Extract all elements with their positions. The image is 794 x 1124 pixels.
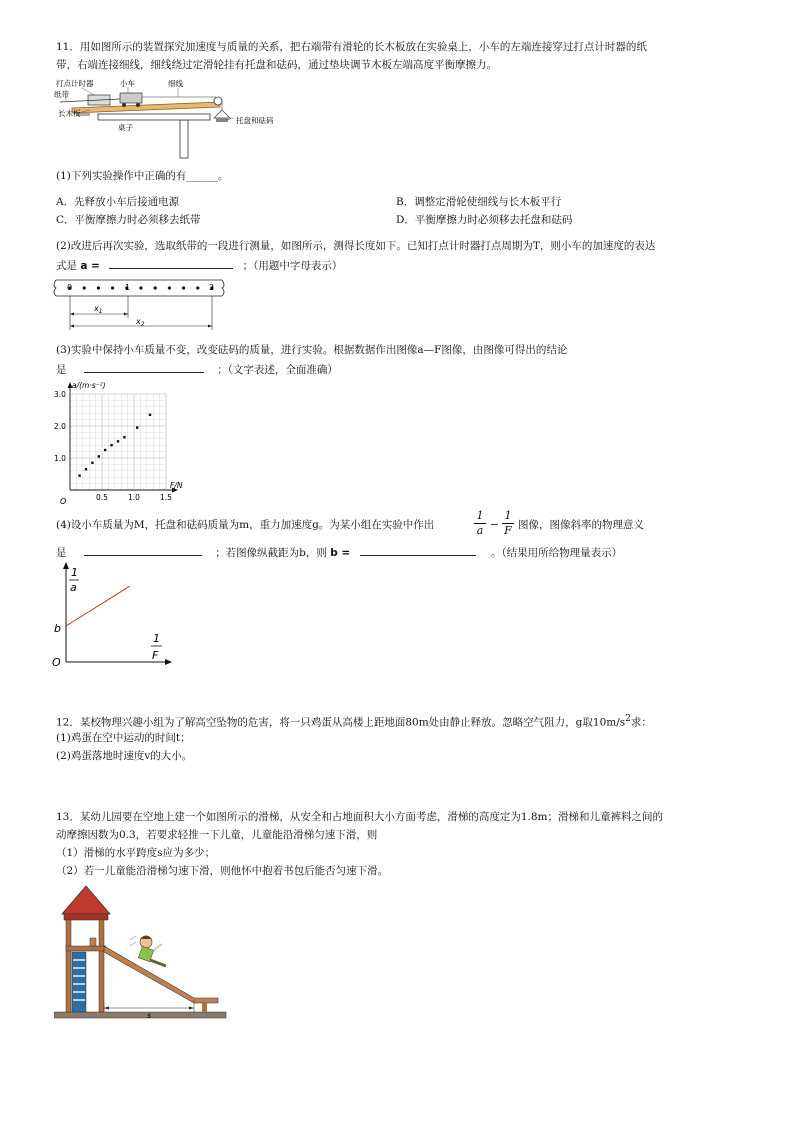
- inv-origin-label: O: [52, 656, 61, 669]
- label-cart: 小车: [120, 79, 135, 88]
- q11-part4-var: b =: [330, 547, 351, 559]
- tape-dot: [139, 286, 142, 289]
- tape-diagram: [52, 278, 232, 330]
- inv-x-den: F: [152, 649, 159, 662]
- q11-part2-prefix: 式是: [56, 260, 77, 272]
- af-data-point: [104, 449, 106, 451]
- q12-exponent: 2: [625, 714, 631, 724]
- label-tape: 纸带: [54, 90, 69, 99]
- af-x-axis-label: F/N: [170, 481, 183, 490]
- q13-line1: 13．某幼儿园要在空地上建一个如图所示的滑梯，从安全和占地面积大小方面考虑，滑梯的高度定为1.8m；滑梯和儿童裤料之间的: [56, 811, 664, 823]
- q12-sub1: (1)鸡蛋在空中运动的时间t；: [56, 732, 191, 744]
- af-x-tick-label: 1.0: [128, 493, 140, 502]
- label-table: 桌子: [118, 123, 133, 132]
- af-data-point: [149, 414, 151, 416]
- inv-intercept-label: b: [54, 622, 61, 635]
- tape-dot: [97, 286, 100, 289]
- apparatus-diagram: [54, 78, 284, 162]
- af-data-point: [85, 468, 87, 470]
- q11-part3-prefix: 是: [56, 364, 67, 376]
- answer-blank-acceleration[interactable]: [109, 257, 233, 269]
- af-y-tick-label: 3.0: [54, 390, 66, 399]
- frac-one-over-f: 1 F: [502, 510, 514, 537]
- tape-dot: [168, 286, 171, 289]
- af-data-point: [136, 426, 138, 428]
- tape-label-2: 2: [209, 283, 215, 292]
- q11-intro-line2: 带，右端连接细线，细线绕过定滑轮挂有托盘和砝码，通过垫块调节木板左端高度平衡摩擦力。: [56, 59, 497, 71]
- q11-part4-line2: [56, 544, 622, 560]
- q13-sub2: （2）若一儿童能沿滑梯匀速下滑，则他怀中抱着书包后能否匀速下滑。: [56, 865, 389, 877]
- answer-blank-conclusion[interactable]: [84, 361, 204, 373]
- tape-dot: [111, 286, 114, 289]
- q12-line1: [56, 712, 652, 730]
- af-data-point: [123, 436, 125, 438]
- tape-label-0: 0: [67, 283, 73, 292]
- option-c[interactable]: C．平衡摩擦力时必须移去纸带: [56, 214, 201, 226]
- af-y-tick-label: 2.0: [54, 422, 66, 431]
- af-chart: [54, 380, 184, 510]
- option-a[interactable]: A．先释放小车后接通电源: [56, 196, 180, 208]
- q11-part4-prefix: 是: [56, 547, 67, 559]
- tape-dot: [154, 286, 157, 289]
- label-timer: 打点计时器: [56, 79, 94, 88]
- af-data-point: [78, 474, 80, 476]
- q11-part3-line1: (3)实验中保持小车质量不变，改变砝码的质量，进行实验。根据数据作出图像a—F图像，由图像可得出的结论: [56, 344, 568, 356]
- q11-part1-stem: (1)下列实验操作中正确的有______。: [56, 170, 229, 182]
- q11-part2-line2: [56, 257, 342, 273]
- af-data-point: [91, 462, 93, 464]
- answer-blank-intercept[interactable]: [360, 544, 476, 556]
- tape-x1: $x_1$: [94, 304, 103, 315]
- q12-text-end: 求：: [630, 716, 652, 729]
- q11-intro-line1: 11．用如图所示的装置探究加速度与质量的关系，把右端带有滑轮的长木板放在实验桌上，小车的左端连接穿过打点计时器的纸: [56, 41, 647, 53]
- af-data-point: [117, 440, 119, 442]
- q11-part2-var: a =: [80, 260, 100, 272]
- frac-one-over-a: 1 a: [474, 510, 486, 537]
- option-d[interactable]: D．平衡摩擦力时必须移去托盘和砝码: [396, 214, 573, 226]
- q11-part2-suffix: ；（用题中字母表示）: [242, 260, 343, 272]
- q13-sub1: （1）滑梯的水平跨度s应为多少；: [56, 847, 216, 859]
- inv-x-num: 1: [153, 632, 160, 645]
- tape-dot: [182, 286, 185, 289]
- q11-part4-line1: (4)设小车质量为M，托盘和砝码质量为m，重力加速度g。为某小组在实验中作出: [56, 519, 435, 531]
- answer-blank-slope-meaning[interactable]: [84, 544, 202, 556]
- q13-line2: 动摩擦因数为0.3，若要求轻推一下儿童，儿童能沿滑梯匀速下滑，则: [56, 829, 378, 841]
- tape-dot: [196, 286, 199, 289]
- inv-y-den: a: [70, 581, 77, 594]
- inv-y-num: 1: [71, 566, 78, 579]
- tape-x2: $x_2$: [136, 317, 145, 328]
- tape-label-1: 1: [125, 283, 131, 292]
- q12-text: 12．某校物理兴趣小组为了解高空坠物的危害，将一只鸡蛋从高楼上距地面80m处由静止释放。忽略空气阻力，g取10m/s: [56, 716, 626, 729]
- q11-part4-mid: ；若图像纵截距为b，则: [215, 547, 327, 559]
- af-data-point: [98, 455, 100, 457]
- slide-illustration: [54, 884, 230, 1024]
- option-b[interactable]: B．调整定滑轮使细线与长木板平行: [396, 196, 562, 208]
- af-x-tick-label: 0.5: [96, 493, 108, 502]
- tape-dot: [83, 286, 86, 289]
- q11-part2-line1: (2)改进后再次实验，选取纸带的一段进行测量，如图所示，测得长度如下。已知打点计时器打点周期为T，则小车的加速度的表达: [56, 240, 656, 252]
- q11-part3-line2: [56, 361, 338, 377]
- q11-part4-graph-word: 图像，图像斜率的物理意义: [518, 519, 644, 531]
- af-data-point: [110, 444, 112, 446]
- af-y-axis-label: a/(m·s⁻²): [72, 381, 106, 390]
- label-board: 长木板: [58, 109, 81, 118]
- af-y-tick-label: 1.0: [54, 454, 66, 463]
- q11-part3-suffix: ；（文字表述，全面准确）: [217, 364, 338, 376]
- minus-sign: −: [490, 519, 499, 531]
- af-x-tick-label: 1.5: [160, 493, 172, 502]
- af-origin-label: O: [60, 497, 67, 506]
- slide-span-label: s: [147, 1011, 152, 1020]
- inverse-graph: [50, 562, 176, 672]
- q11-part4-suffix: 。（结果用所给物理量表示）: [490, 547, 623, 559]
- label-string: 细线: [168, 79, 183, 88]
- q12-sub2: (2)鸡蛋落地时速度v的大小。: [56, 750, 193, 762]
- label-weights: 托盘和砝码: [236, 116, 274, 125]
